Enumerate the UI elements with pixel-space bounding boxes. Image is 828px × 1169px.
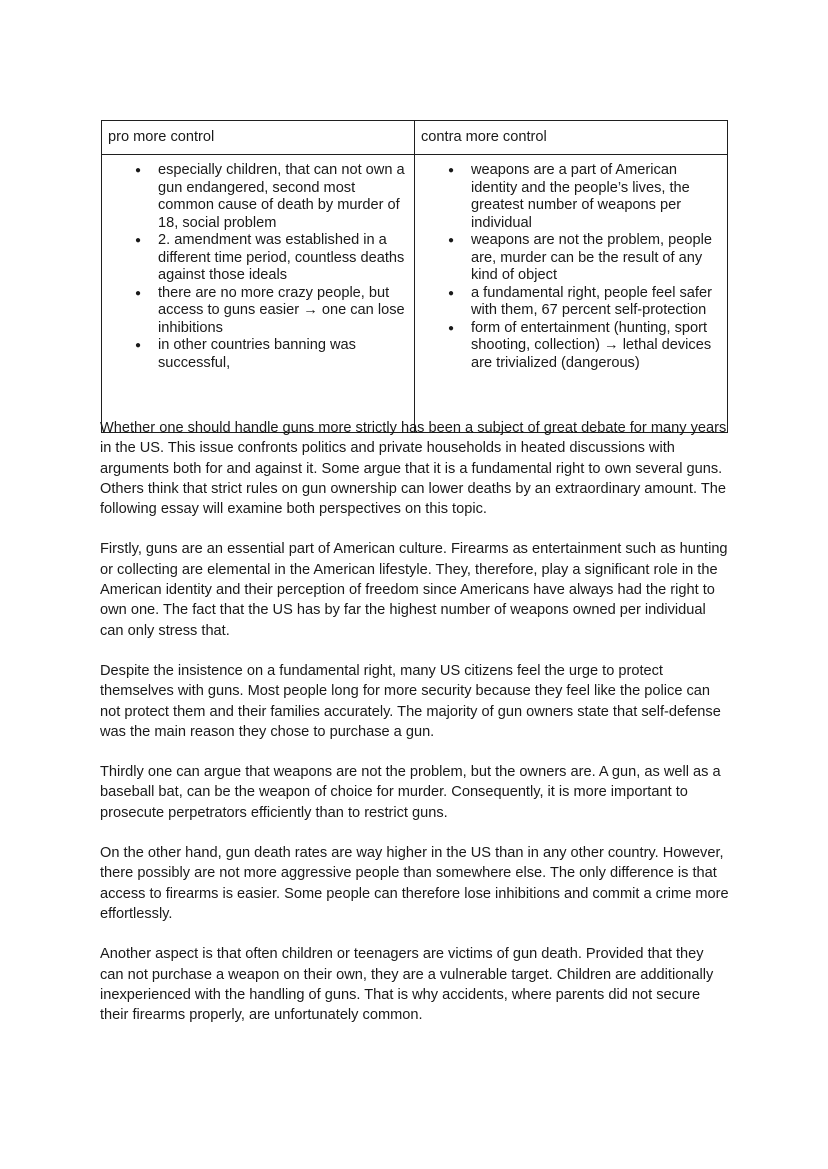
pros-cons-table — [101, 120, 728, 433]
pro-column-header: pro more control — [102, 121, 415, 155]
essay-paragraph-owners: Thirdly one can argue that weapons are not the problem, but the owners are. A gun, as well as a baseball bat, can be the weapon of choice for murder. Consequently, it is more important to prosecute perpetrators efficiently than to restrict guns. — [100, 764, 721, 821]
pro-cell — [102, 155, 415, 433]
essay-paragraph-culture: Firstly, guns are an essential part of American culture. Firearms as entertainment such as hunting or collecting are elemental in the American lifestyle. They, therefore, play a significant role in the American identity and their perception of freedom since Americans have always had the right to own one. The fact that the US has by far the highest number of weapons owned per individual can only stress that. — [100, 541, 728, 639]
contra-item: ● weapons are a part of American identity and the people’s lives, the greatest number of weapons per individual — [471, 162, 721, 232]
contra-column-header: contra more control — [415, 121, 728, 155]
essay-paragraph-intro: Whether one should handle guns more strictly has been a subject of great debate for many years in the US. This issue confronts politics and private households in heated discussions with arguments both for and against it. Some argue that it is a fundamental right to own several guns. Others think that strict rules on gun ownership can lower deaths by an extraordinary amount. The following essay will examine both perspectives on this topic. — [100, 420, 727, 518]
pro-item: ● there are no more crazy people, but access to guns easier → one can lose inhibitions — [158, 285, 408, 338]
table-header-row — [102, 121, 728, 155]
contra-item: ● weapons are not the problem, people are, murder can be the result of any kind of object — [471, 232, 721, 285]
essay-body — [100, 418, 730, 1045]
contra-cell — [415, 155, 728, 433]
pro-item: ● in other countries banning was successful, — [158, 337, 408, 372]
essay-paragraph-death-rates: On the other hand, gun death rates are way higher in the US than in any other country. However, there possibly are not more aggressive people than somewhere else. The only difference is that access to firearms is easier. Some people can therefore lose inhibitions and commit a crime more effortlessly. — [100, 845, 729, 922]
contra-list — [415, 162, 721, 372]
essay-paragraph-self-protection: Despite the insistence on a fundamental right, many US citizens feel the urge to protect themselves with guns. Most people long for more security because they feel like the police can not protect them and their families accurately. The majority of gun owners state that self-defense was the main reason they chose to purchase a gun. — [100, 662, 721, 740]
pro-item: ● 2. amendment was established in a different time period, countless deaths against those ideals — [158, 232, 408, 285]
table-body-row — [102, 155, 728, 433]
pro-item: ● especially children, that can not own a gun endangered, second most common cause of death by murder of 18, social problem — [158, 162, 408, 232]
contra-item: ● a fundamental right, people feel safer with them, 67 percent self-protection — [471, 285, 721, 320]
pro-list — [102, 162, 408, 372]
contra-item: ● form of entertainment (hunting, sport shooting, collection) → lethal devices are trivialized (dangerous) — [471, 320, 721, 373]
essay-paragraph-children: Another aspect is that often children or teenagers are victims of gun death. Provided that they can not purchase a weapon on their own, they are a vulnerable target. Children are additionally inexperienced with the handling of guns. That is why accidents, where parents did not secure their firearms properly, are unfortunately common. — [100, 946, 714, 1024]
